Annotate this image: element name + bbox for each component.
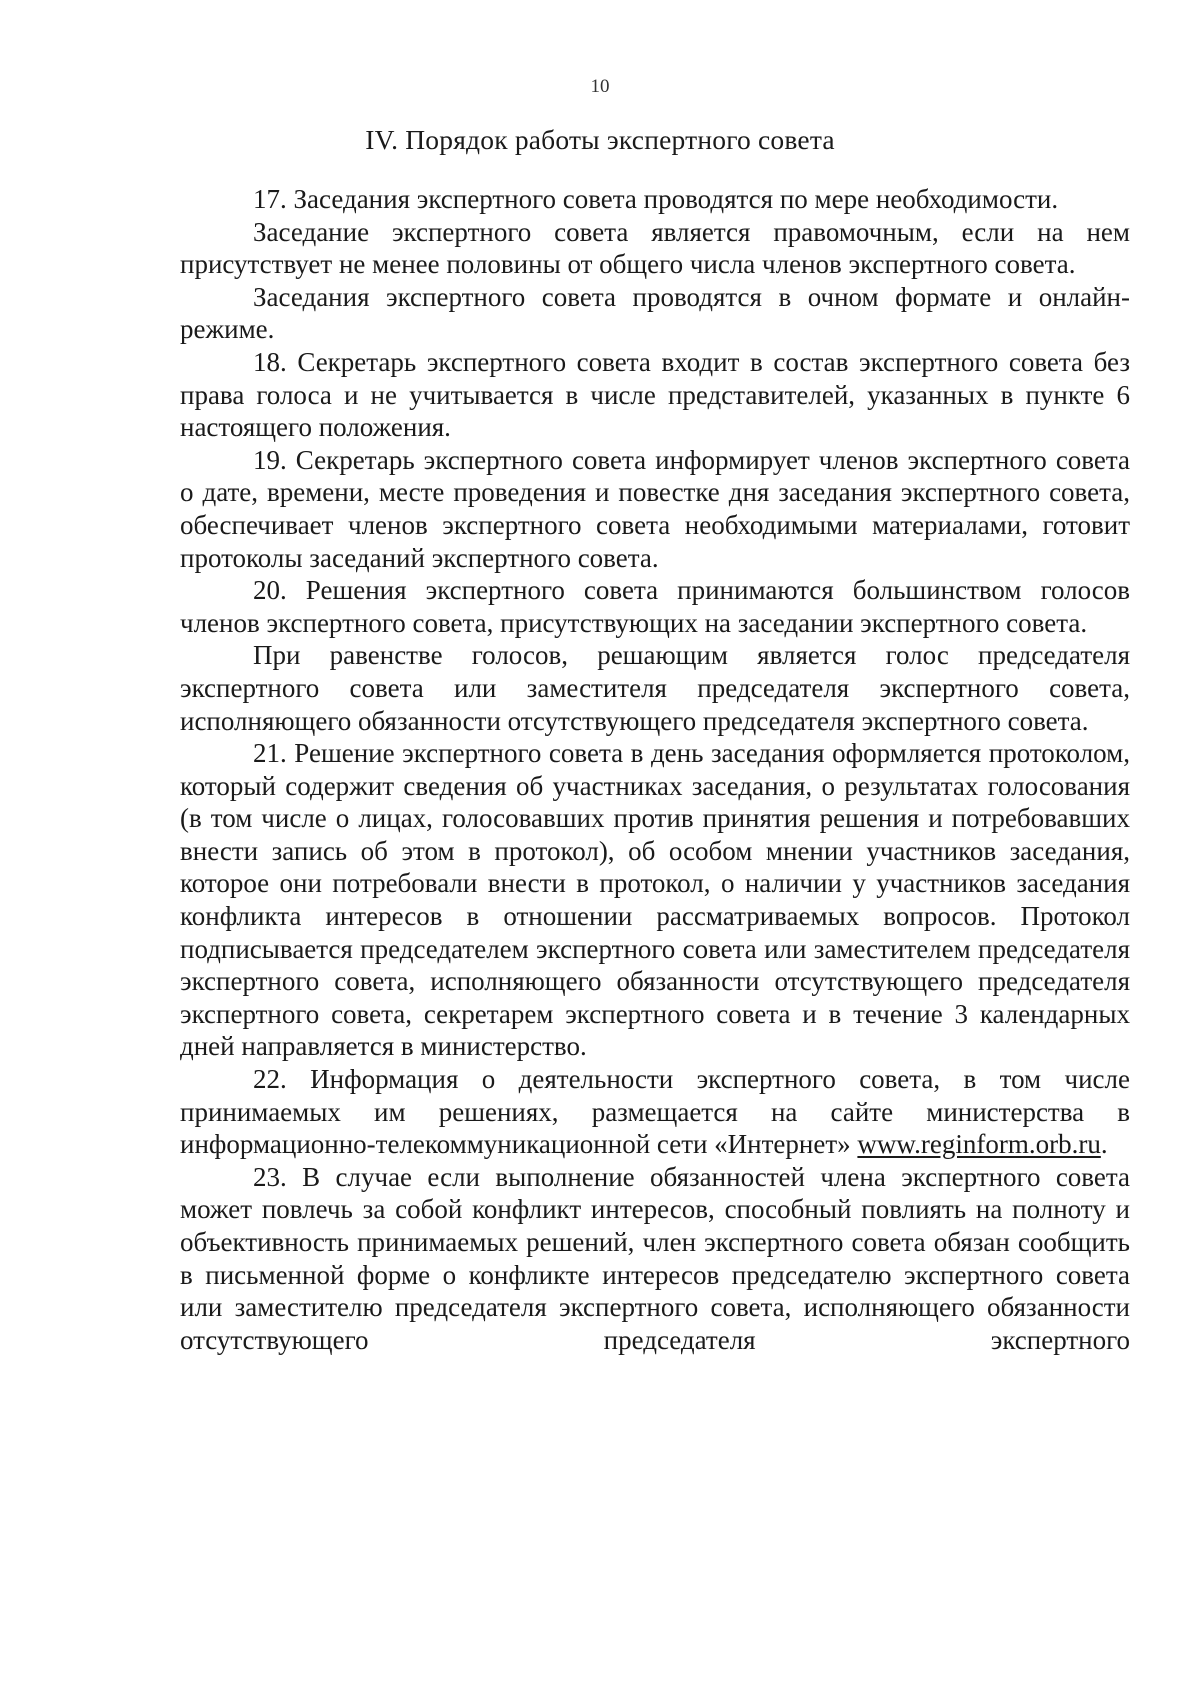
paragraph-22-end: .: [1100, 1129, 1108, 1160]
paragraph-22-text: 22. Информация о деятельности экспертного совета, в том числе принимаемых им решениях, размещается на сайте министерства в информационно-телекоммуникационной сети «Интернет»: [180, 1064, 1130, 1160]
paragraph: Заседание экспертного совета является правомочным, если на нем присутствует не менее половины от общего числа членов экспертного совета.: [180, 216, 1130, 280]
paragraph-22: [180, 1063, 1130, 1161]
ministry-website-link[interactable]: www.reginform.orb.ru: [857, 1129, 1101, 1160]
paragraph: При равенстве голосов, решающим является голос председателя экспертного совета или заместителя председателя экспертного совета, исполняющего обязанности отсутствующего председателя экспертного совета.: [180, 640, 1130, 736]
page-number: 10: [590, 76, 610, 97]
paragraph-23: 23. В случае если выполнение обязанностей члена экспертного совета может повлечь за собой конфликт интересов, способный повлиять на полноту и объективность принимаемых решений, член экспертного совета обязан сообщить в письменной форме о конфликте интересов председателю экспертного совета или заместителю председателя экспертного совета, исполняющего обязанности отсутствующего председателя экспертного: [180, 1161, 1130, 1355]
section-title: IV. Порядок работы экспертного совета: [365, 124, 835, 155]
document-body: [180, 183, 1130, 1356]
paragraph: 19. Секретарь экспертного совета информирует членов экспертного совета о дате, времени, месте проведения и повестке дня заседания экспертного совета, обеспечивает членов экспертного совета необходимыми материалами, готовит протоколы заседаний экспертного совета.: [180, 444, 1130, 573]
paragraph: 21. Решение экспертного совета в день заседания оформляется протоколом, который содержит сведения об участниках заседания, о результатах голосования (в том числе о лицах, голосовавших против принятия решения и потребовавших внести запись об этом в протокол), об особом мнении участников заседания, которое они потребовали внести в протокол, о наличии у участников заседания конфликта интересов в отношении рассматриваемых вопросов. Протокол подписывается председателем экспертного совета или заместителем председателя экспертного совета, исполняющего обязанности отсутствующего председателя экспертного совета, секретарем экспертного совета и в течение 3 календарных дней направляется в министерство.: [180, 738, 1130, 1062]
paragraph: Заседания экспертного совета проводятся в очном формате и онлайн-режиме.: [180, 281, 1130, 345]
paragraph: 18. Секретарь экспертного совета входит в состав экспертного совета без права голоса и не учитывается в числе представителей, указанных в пункте 6 настоящего положения.: [180, 346, 1130, 443]
paragraph: 17. Заседания экспертного совета проводятся по мере необходимости.: [253, 184, 1059, 214]
paragraph: 20. Решения экспертного совета принимаются большинством голосов членов экспертного совета, присутствующих на заседании экспертного совета.: [180, 575, 1130, 638]
